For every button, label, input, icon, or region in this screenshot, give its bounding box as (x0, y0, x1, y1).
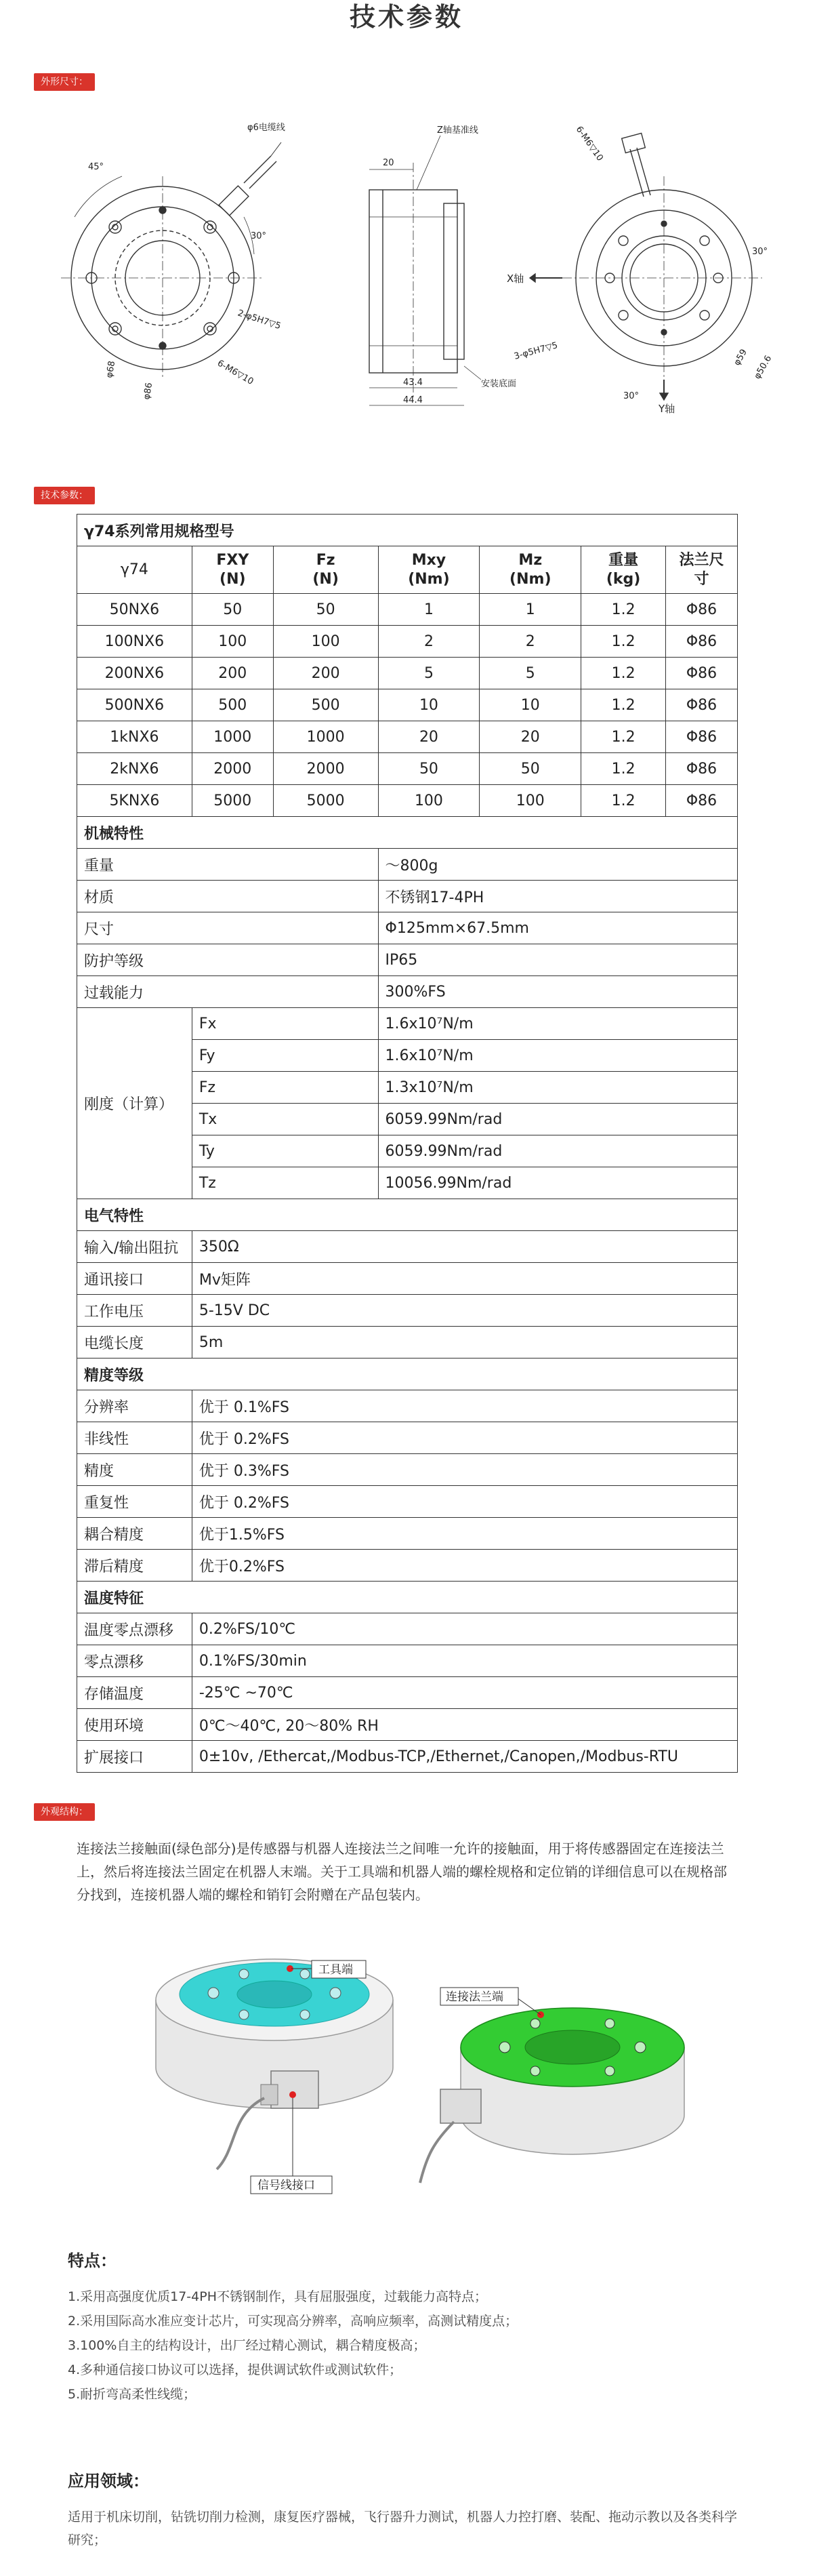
table-value-cell: 350Ω (192, 1231, 737, 1263)
drawing-label-d68: φ68 (104, 360, 118, 379)
table-section-title: 温度特征 (77, 1582, 738, 1613)
table-cell: 10 (378, 689, 480, 721)
table-section-title: γ74系列常用规格型号 (77, 515, 738, 546)
intro-paragraph: 连接法兰接触面(绿色部分)是传感器与机器人连接法兰之间唯一允许的接触面，用于将传感器固定在连接法兰上，然后将连接法兰固定在机器人末端。关于工具端和机器人端的螺栓规格和定位销的详细信息可以在规格部分找到，连接机器人端的螺栓和销钉会附赠在产品包装内。 (77, 1840, 727, 1903)
feature-item: 4.多种通信接口协议可以选择，提供调试软件或测试软件； (68, 2362, 402, 2377)
table-row (77, 1613, 738, 1645)
table-cell: 1000 (273, 721, 378, 753)
table-row (77, 849, 738, 881)
drawing-label-hole-3: 3-φ5H7▽5 (513, 340, 559, 362)
table-cell: 50 (192, 594, 273, 626)
table-cell: 5000 (192, 785, 273, 817)
table-value-cell: IP65 (378, 944, 737, 976)
table-cell: 1.2 (581, 721, 666, 753)
drawing-label-z-line: Z轴基准线 (437, 125, 478, 136)
table-label-cell: 过载能力 (77, 976, 379, 1008)
table-cell: 1.2 (581, 626, 666, 658)
table-row (77, 689, 738, 721)
table-value-cell: 1.6x10⁷N/m (378, 1040, 737, 1072)
table-cell: 2 (480, 626, 581, 658)
label-signal-port: 信号线接口 (257, 2179, 315, 2192)
table-row (77, 1008, 738, 1040)
drawing-label-angle-30c: 30° (623, 391, 640, 401)
section-tag-tech: 技术参数： (34, 487, 95, 504)
table-cell: Φ86 (666, 753, 738, 785)
table-section-title: 精度等级 (77, 1359, 738, 1390)
table-value-cell: 5m (192, 1327, 737, 1359)
table-cell: 2000 (273, 753, 378, 785)
table-cell: 50 (480, 753, 581, 785)
drawing-label-mount-face: 安装底面 (481, 379, 517, 389)
drawing-label-angle-45: 45° (88, 162, 104, 172)
drawing-label-x-axis: X轴 (507, 273, 524, 285)
table-sublabel-cell: Fy (192, 1040, 378, 1072)
table-row (77, 1454, 738, 1486)
table-header-cell: 重量 (kg) (581, 546, 666, 594)
drawing-label-hole-2: 2-φ5H7▽5 (236, 308, 283, 332)
table-title-row (77, 1582, 738, 1613)
table-label-cell: 分辨率 (77, 1390, 192, 1422)
table-label-cell: 重复性 (77, 1486, 192, 1518)
drawing-label-d506: φ50.6 (752, 353, 774, 381)
spec-table (77, 514, 738, 1773)
table-cell: 1kNX6 (77, 721, 192, 753)
drawing-label-dim-434: 43.4 (403, 378, 423, 388)
table-value-cell: Φ125mm×67.5mm (378, 912, 737, 944)
table-label-cell: 零点漂移 (77, 1645, 192, 1677)
table-cell: 5 (378, 658, 480, 689)
table-cell: 1 (378, 594, 480, 626)
apps-text: 适用于机床切削，钻铣切削力检测，康复医疗器械，飞行器升力测试，机器人力控打磨、装配、拖动示教以及各类科学研究； (68, 2510, 738, 2548)
apps-title: 应用领域： (68, 2472, 149, 2491)
table-cell: 1.2 (581, 785, 666, 817)
table-title-row (77, 817, 738, 849)
drawing-label-d86: φ86 (142, 382, 155, 401)
table-header-cell: Mxy (Nm) (378, 546, 480, 594)
side-view-drawing (369, 125, 516, 405)
table-cell: 200 (273, 658, 378, 689)
table-label-cell: 材质 (77, 881, 379, 912)
table-label-cell: 输入/输出阻抗 (77, 1231, 192, 1263)
table-value-cell: 6059.99Nm/rad (378, 1104, 737, 1135)
table-label-cell: 温度零点漂移 (77, 1613, 192, 1645)
drawing-label-angle-30a: 30° (251, 231, 267, 241)
sensor-tool-end (156, 1959, 393, 2194)
table-cell: Φ86 (666, 626, 738, 658)
table-row (77, 753, 738, 785)
table-label-cell: 刚度（计算） (77, 1008, 192, 1199)
table-label-cell: 滞后精度 (77, 1550, 192, 1582)
table-label-cell: 扩展接口 (77, 1741, 192, 1773)
table-cell: 1.2 (581, 753, 666, 785)
table-row (77, 1422, 738, 1454)
table-row (77, 912, 738, 944)
table-value-cell: 0.2%FS/10℃ (192, 1613, 737, 1645)
feature-item: 3.100%自主的结构设计，出厂经过精心测试，耦合精度极高； (68, 2338, 426, 2353)
table-sublabel-cell: Tz (192, 1167, 378, 1199)
table-cell: Φ86 (666, 689, 738, 721)
section-tag-dimensions: 外形尺寸： (34, 73, 95, 91)
table-value-cell: 1.3x10⁷N/m (378, 1072, 737, 1104)
table-label-cell: 使用环境 (77, 1709, 192, 1741)
table-cell: 20 (480, 721, 581, 753)
drawing-label-d59: φ59 (732, 347, 750, 367)
table-value-cell: 10056.99Nm/rad (378, 1167, 737, 1199)
table-cell: 100NX6 (77, 626, 192, 658)
table-cell: 5KNX6 (77, 785, 192, 817)
table-cell: 50NX6 (77, 594, 192, 626)
table-label-cell: 存储温度 (77, 1677, 192, 1709)
table-value-cell: -25℃ ~70℃ (192, 1677, 737, 1709)
technical-drawings (47, 81, 774, 415)
table-cell: 50 (378, 753, 480, 785)
drawing-label-hole-6b: 6-M6▽10 (573, 124, 605, 163)
table-row (77, 658, 738, 689)
table-row (77, 1390, 738, 1422)
table-value-cell: 0℃～40℃, 20～80% RH (192, 1709, 737, 1741)
table-cell: 50 (273, 594, 378, 626)
sensor-flange-end (420, 1988, 684, 2183)
table-cell: Φ86 (666, 658, 738, 689)
table-value-cell: 优于 0.2%FS (192, 1422, 737, 1454)
table-cell: Φ86 (666, 721, 738, 753)
table-cell: 2 (378, 626, 480, 658)
table-label-cell: 尺寸 (77, 912, 379, 944)
feature-item: 2.采用国际高水准应变计芯片，可实现高分辨率，高响应频率，高测试精度点； (68, 2314, 518, 2329)
table-section-title: 电气特性 (77, 1199, 738, 1231)
table-label-cell: 重量 (77, 849, 379, 881)
table-value-cell: ～800g (378, 849, 737, 881)
table-cell: 5 (480, 658, 581, 689)
table-cell: 200 (192, 658, 273, 689)
label-flange-end: 连接法兰端 (446, 1990, 503, 2004)
label-tool-end: 工具端 (318, 1963, 353, 1977)
table-value-cell: 优于 0.1%FS (192, 1390, 737, 1422)
product-illustration (136, 1912, 705, 2196)
table-sublabel-cell: Fx (192, 1008, 378, 1040)
drawing-label-hole-6: 6-M6▽10 (215, 358, 255, 387)
table-value-cell: 优于 0.2%FS (192, 1486, 737, 1518)
table-title-row (77, 515, 738, 546)
section-tag-structure: 外观结构： (34, 1803, 95, 1821)
table-header-cell: FXY (N) (192, 546, 273, 594)
front-view-drawing (61, 122, 285, 401)
table-value-cell: 优于0.2%FS (192, 1550, 737, 1582)
table-cell: 2000 (192, 753, 273, 785)
table-header-row (77, 546, 738, 594)
table-row (77, 881, 738, 912)
table-cell: 500 (273, 689, 378, 721)
table-row (77, 594, 738, 626)
features-title: 特点： (68, 2251, 117, 2270)
table-sublabel-cell: Ty (192, 1135, 378, 1167)
table-cell: 1.2 (581, 594, 666, 626)
table-cell: 100 (273, 626, 378, 658)
table-row (77, 1741, 738, 1773)
table-label-cell: 工作电压 (77, 1295, 192, 1327)
table-row (77, 626, 738, 658)
table-value-cell: 5-15V DC (192, 1295, 737, 1327)
table-row (77, 976, 738, 1008)
table-cell: 1.2 (581, 658, 666, 689)
page-title: 技术参数 (349, 2, 463, 32)
table-row (77, 1263, 738, 1295)
table-cell: Φ86 (666, 594, 738, 626)
table-row (77, 1518, 738, 1550)
table-sublabel-cell: Fz (192, 1072, 378, 1104)
table-label-cell: 非线性 (77, 1422, 192, 1454)
table-row (77, 1327, 738, 1359)
table-row (77, 1231, 738, 1263)
features-list (68, 2285, 745, 2407)
table-value-cell: 0.1%FS/30min (192, 1645, 737, 1677)
table-value-cell: 优于 0.3%FS (192, 1454, 737, 1486)
table-value-cell: 6059.99Nm/rad (378, 1135, 737, 1167)
table-cell: 2kNX6 (77, 753, 192, 785)
table-row (77, 785, 738, 817)
table-cell: 100 (480, 785, 581, 817)
table-sublabel-cell: Tx (192, 1104, 378, 1135)
table-cell: 500 (192, 689, 273, 721)
table-value-cell: Mv矩阵 (192, 1263, 737, 1295)
table-label-cell: 防护等级 (77, 944, 379, 976)
table-cell: 1 (480, 594, 581, 626)
table-row (77, 1550, 738, 1582)
table-cell: 200NX6 (77, 658, 192, 689)
table-section-title: 机械特性 (77, 817, 738, 849)
table-row (77, 944, 738, 976)
table-row (77, 1677, 738, 1709)
feature-item: 1.采用高强度优质17-4PH不锈钢制作，具有屈服强度，过载能力高特点； (68, 2289, 487, 2304)
table-cell: 5000 (273, 785, 378, 817)
table-cell: 10 (480, 689, 581, 721)
table-cell: 1000 (192, 721, 273, 753)
back-view-drawing (507, 125, 774, 415)
table-title-row (77, 1359, 738, 1390)
table-label-cell: 精度 (77, 1454, 192, 1486)
table-label-cell: 电缆长度 (77, 1327, 192, 1359)
table-cell: 100 (378, 785, 480, 817)
table-value-cell: 300%FS (378, 976, 737, 1008)
table-value-cell: 0±10v, /Ethercat,/Modbus-TCP,/Ethernet,/Canopen,/Modbus-RTU (192, 1741, 737, 1773)
table-value-cell: 优于1.5%FS (192, 1518, 737, 1550)
table-title-row (77, 1199, 738, 1231)
table-cell: 20 (378, 721, 480, 753)
table-row (77, 721, 738, 753)
table-cell: Φ86 (666, 785, 738, 817)
table-row (77, 1486, 738, 1518)
drawing-label-cable: φ6电缆线 (247, 123, 285, 133)
table-label-cell: 耦合精度 (77, 1518, 192, 1550)
drawing-label-y-axis: Y轴 (659, 403, 675, 415)
table-header-cell: γ74 (77, 546, 192, 594)
table-header-cell: Mz (Nm) (480, 546, 581, 594)
table-cell: 100 (192, 626, 273, 658)
table-header-cell: 法兰尺寸 (666, 546, 738, 594)
feature-item: 5.耐折弯高柔性线缆； (68, 2387, 196, 2402)
table-cell: 1.2 (581, 689, 666, 721)
drawing-label-dim-444: 44.4 (403, 395, 423, 405)
table-cell: 500NX6 (77, 689, 192, 721)
table-label-cell: 通讯接口 (77, 1263, 192, 1295)
table-value-cell: 1.6x10⁷N/m (378, 1008, 737, 1040)
table-row (77, 1709, 738, 1741)
table-value-cell: 不锈钢17-4PH (378, 881, 737, 912)
drawing-label-dim-20: 20 (383, 158, 394, 168)
table-row (77, 1645, 738, 1677)
table-row (77, 1295, 738, 1327)
table-header-cell: Fz (N) (273, 546, 378, 594)
drawing-label-angle-30b: 30° (752, 247, 768, 257)
